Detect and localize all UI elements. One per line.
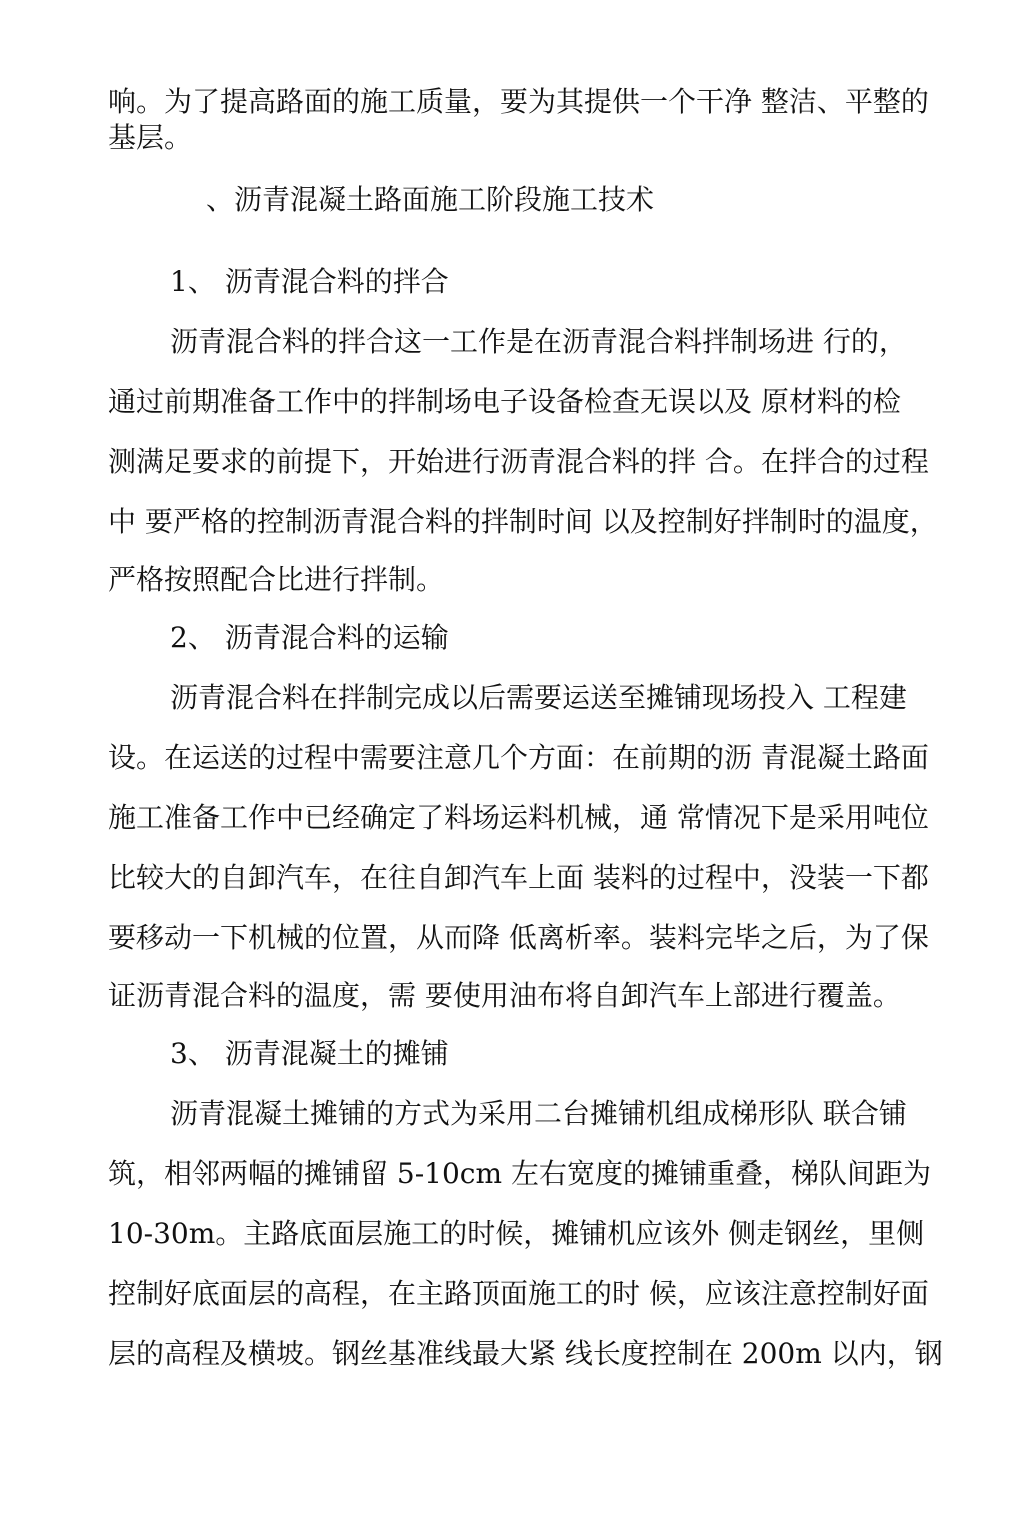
subsection-2-line-2: 设。在运送的过程中需要注意几个方面：在前期的沥 青混凝土路面 [108,741,929,774]
subsection-3-line-3: 10-30m。主路底面层施工的时候，摊铺机应该外 侧走钢丝，里侧 [108,1217,925,1250]
subsection-1-line-5: 严格按照配合比进行拌制。 [108,563,445,596]
subsection-3-line-1: 沥青混凝土摊铺的方式为采用二台摊铺机组成梯形队 联合铺 [170,1097,907,1130]
intro-line-1: 响。为了提高路面的施工质量，要为其提供一个干净 整洁、平整的 [108,85,929,118]
subsection-3-heading: 3、 沥青混凝土的摊铺 [170,1037,449,1070]
subsection-2-line-6: 证沥青混合料的温度，需 要使用油布将自卸汽车上部进行覆盖。 [108,979,901,1012]
subsection-1-heading: 1、 沥青混合料的拌合 [170,265,449,298]
subsection-2-heading: 2、 沥青混合料的运输 [170,621,449,654]
subsection-3-line-2: 筑，相邻两幅的摊铺留 5-10cm 左右宽度的摊铺重叠，梯队间距为 [108,1157,931,1190]
subsection-2-line-3: 施工准备工作中已经确定了料场运料机械，通 常情况下是采用吨位 [108,801,929,834]
subsection-2-line-5: 要移动一下机械的位置，从而降 低离析率。装料完毕之后，为了保 [108,921,929,954]
subsection-3-line-4: 控制好底面层的高程，在主路顶面施工的时 候，应该注意控制好面 [108,1277,929,1310]
subsection-1-line-4: 中 要严格的控制沥青混合料的拌制时间 以及控制好拌制时的温度， [108,505,938,538]
subsection-1-line-3: 测满足要求的前提下，开始进行沥青混合料的拌 合。在拌合的过程 [108,445,929,478]
intro-line-2: 基层。 [108,121,193,154]
subsection-1-line-1: 沥青混合料的拌合这一工作是在沥青混合料拌制场进 行的， [170,325,907,358]
subsection-1-line-2: 通过前期准备工作中的拌制场电子设备检查无误以及 原材料的检 [108,385,901,418]
subsection-2-line-1: 沥青混合料在拌制完成以后需要运送至摊铺现场投入 工程建 [170,681,907,714]
section-title: 、沥青混凝土路面施工阶段施工技术 [206,183,655,216]
subsection-2-line-4: 比较大的自卸汽车，在往自卸汽车上面 装料的过程中，没装一下都 [108,861,929,894]
subsection-3-line-5: 层的高程及横坡。钢丝基准线最大紧 线长度控制在 200m 以内，钢 [108,1337,943,1370]
